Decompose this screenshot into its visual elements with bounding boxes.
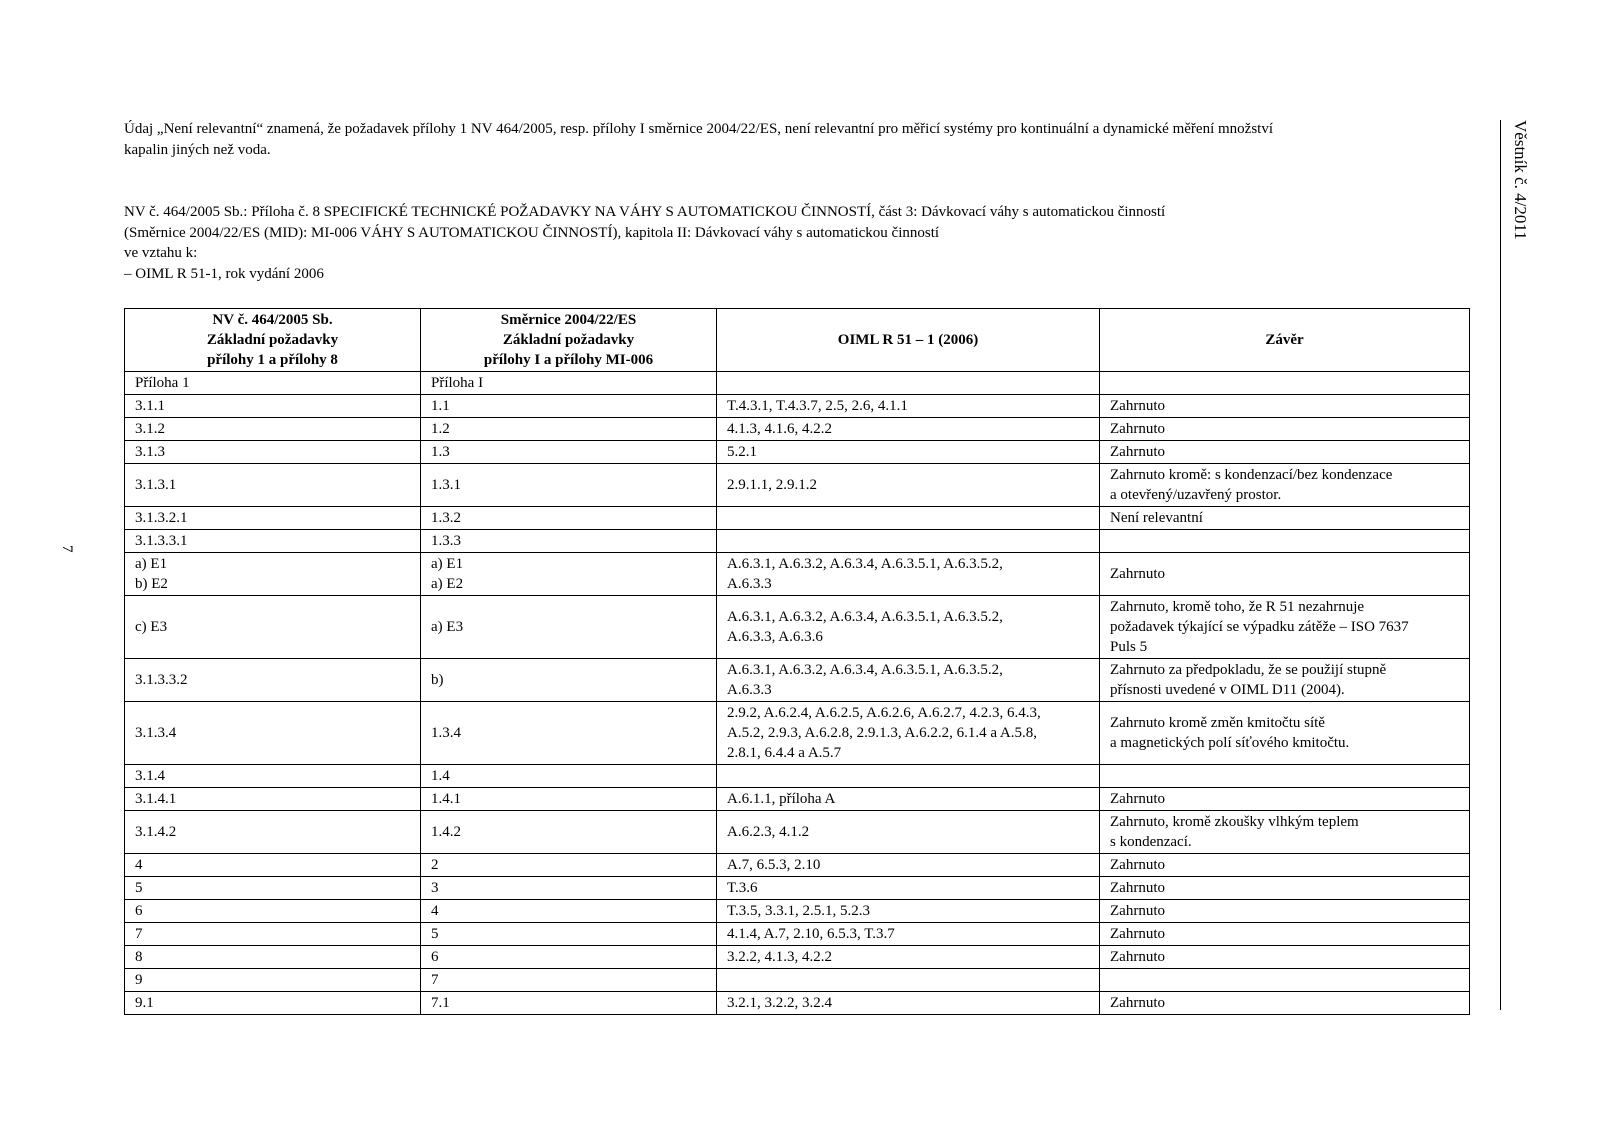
cell-text: 6 <box>135 903 143 919</box>
cell-text: 2 <box>431 857 439 873</box>
cell-text: 1.3.2 <box>431 510 461 526</box>
nv-column-cell <box>125 395 421 418</box>
nv-column-cell <box>125 441 421 464</box>
oiml-column-cell <box>717 395 1100 418</box>
cell-text: 3.1.4 <box>135 768 165 784</box>
reference-line: ve vztahu k: <box>124 245 198 261</box>
cell-text: 5 <box>431 926 439 942</box>
margin-rule <box>1500 120 1501 1010</box>
cell-text: 3.2.2, 4.1.3, 4.2.2 <box>727 949 832 965</box>
header-text: Základní požadavky <box>502 332 635 348</box>
cell-text: s kondenzací. <box>1110 834 1192 850</box>
directive-column-cell <box>421 992 717 1015</box>
cell-text: A.6.3.3, A.6.3.6 <box>727 629 823 645</box>
oiml-column-cell <box>717 464 1100 507</box>
directive-column-header <box>421 309 717 372</box>
oiml-column-cell <box>717 946 1100 969</box>
directive-column-cell <box>421 969 717 992</box>
cell-text: a magnetických polí síťového kmitočtu. <box>1110 735 1350 751</box>
conclusion-column-cell <box>1100 659 1470 702</box>
cell-text: Příloha I <box>431 375 484 391</box>
oiml-column-cell <box>717 877 1100 900</box>
header-text: NV č. 464/2005 Sb. <box>212 312 333 328</box>
directive-column-cell <box>421 946 717 969</box>
cell-text: Zahrnuto, kromě zkoušky vlhkým teplem <box>1110 814 1359 830</box>
oiml-column-cell <box>717 900 1100 923</box>
reference-line: NV č. 464/2005 Sb.: Příloha č. 8 SPECIFICKÉ TECHNICKÉ POŽADAVKY NA VÁHY S AUTOMATICKOU ČINNOSTÍ, část 3: Dávkovací váhy s automatickou činností <box>124 204 1166 220</box>
conclusion-column-cell <box>1100 553 1470 596</box>
oiml-column-cell <box>717 553 1100 596</box>
oiml-column-cell <box>717 788 1100 811</box>
table-row <box>125 765 1470 788</box>
cell-text: 2.8.1, 6.4.4 a A.5.7 <box>727 745 842 761</box>
cell-text: A.5.2, 2.9.3, A.6.2.8, 2.9.1.3, A.6.2.2, 6.1.4 a A.5.8, <box>727 725 1038 741</box>
conclusion-column-header <box>1100 309 1470 372</box>
conclusion-column-cell <box>1100 877 1470 900</box>
cell-text: Zahrnuto <box>1110 880 1165 896</box>
directive-column-cell <box>421 877 717 900</box>
cell-text: Zahrnuto <box>1110 421 1165 437</box>
conclusion-column-cell <box>1100 507 1470 530</box>
header-text: přílohy 1 a přílohy 8 <box>207 352 338 368</box>
conclusion-column-cell <box>1100 946 1470 969</box>
intro-line: kapalin jiných než voda. <box>124 142 271 158</box>
cell-text: A.7, 6.5.3, 2.10 <box>727 857 821 873</box>
oiml-column-header <box>717 309 1100 372</box>
directive-column-cell <box>421 765 717 788</box>
oiml-column-cell <box>717 596 1100 659</box>
cell-text: A.6.3.3 <box>727 682 772 698</box>
cell-text: Zahrnuto <box>1110 444 1165 460</box>
nv-column-cell <box>125 992 421 1015</box>
cell-text: 6 <box>431 949 439 965</box>
nv-column-cell <box>125 372 421 395</box>
cell-text: 3.1.3.3.2 <box>135 672 188 688</box>
conclusion-column-cell <box>1100 811 1470 854</box>
cell-text: požadavek týkající se výpadku zátěže – ISO 7637 <box>1110 619 1409 635</box>
nv-column-cell <box>125 418 421 441</box>
nv-column-cell <box>125 659 421 702</box>
conclusion-column-cell <box>1100 900 1470 923</box>
cell-text: Zahrnuto <box>1110 903 1165 919</box>
nv-column-cell <box>125 530 421 553</box>
table-row <box>125 811 1470 854</box>
cell-text: 1.4 <box>431 768 450 784</box>
directive-column-cell <box>421 441 717 464</box>
cell-text: 4 <box>431 903 439 919</box>
oiml-column-cell <box>717 992 1100 1015</box>
cell-text: 3.1.3.3.1 <box>135 533 188 549</box>
cell-text: a otevřený/uzavřený prostor. <box>1110 487 1282 503</box>
table-row <box>125 659 1470 702</box>
cell-text: Příloha 1 <box>135 375 190 391</box>
conclusion-column-cell <box>1100 969 1470 992</box>
cell-text: 1.3 <box>431 444 450 460</box>
page-number: 7 <box>59 545 75 553</box>
cell-text: Zahrnuto, kromě toho, že R 51 nezahrnuje <box>1110 599 1365 615</box>
intro-paragraph <box>124 119 1469 161</box>
cell-text: Zahrnuto <box>1110 566 1165 582</box>
cell-text: 1.3.1 <box>431 477 461 493</box>
cell-text: Zahrnuto za předpokladu, že se použijí stupně <box>1110 662 1387 678</box>
directive-column-cell <box>421 596 717 659</box>
reference-line: (Směrnice 2004/22/ES (MID): MI-006 VÁHY S AUTOMATICKOU ČINNOSTÍ), kapitola II: Dávkovací váhy s automatickou činností <box>124 224 940 241</box>
nv-column-cell <box>125 900 421 923</box>
nv-column-cell <box>125 923 421 946</box>
cell-text: a) E3 <box>431 619 464 635</box>
cell-text: 3.1.4.1 <box>135 791 177 807</box>
directive-column-cell <box>421 530 717 553</box>
reference-block <box>124 202 1469 284</box>
cell-text: 9.1 <box>135 995 154 1011</box>
cell-text: 5 <box>135 880 143 896</box>
cell-text: b) <box>431 672 444 688</box>
table-header-row <box>125 309 1470 372</box>
table-row <box>125 854 1470 877</box>
oiml-column-cell <box>717 923 1100 946</box>
directive-column-cell <box>421 507 717 530</box>
cell-text: c) E3 <box>135 619 168 635</box>
cell-text: A.6.2.3, 4.1.2 <box>727 824 810 840</box>
cell-text: T.4.3.1, T.4.3.7, 2.5, 2.6, 4.1.1 <box>727 398 908 414</box>
cell-text: 9 <box>135 972 143 988</box>
cell-text: T.3.5, 3.3.1, 2.5.1, 5.2.3 <box>727 903 871 919</box>
conclusion-column-cell <box>1100 702 1470 765</box>
directive-column-cell <box>421 923 717 946</box>
cell-text: 1.3.3 <box>431 533 461 549</box>
directive-column-cell <box>421 788 717 811</box>
table-row <box>125 441 1470 464</box>
header-text: přílohy I a přílohy MI-006 <box>483 352 654 368</box>
cell-text: 1.3.4 <box>431 725 461 741</box>
requirements-table <box>124 308 1470 1015</box>
conclusion-column-cell <box>1100 992 1470 1015</box>
cell-text: a) E1 <box>135 556 168 572</box>
nv-column-cell <box>125 553 421 596</box>
header-text: Směrnice 2004/22/ES <box>500 312 637 328</box>
cell-text: A.6.3.1, A.6.3.2, A.6.3.4, A.6.3.5.1, A.6.3.5.2, <box>727 609 1003 625</box>
oiml-column-cell <box>717 507 1100 530</box>
cell-text: 2.9.2, A.6.2.4, A.6.2.5, A.6.2.6, A.6.2.7, 4.2.3, 6.4.3, <box>727 705 1041 721</box>
intro-line: Údaj „Není relevantní“ znamená, že požadavek přílohy 1 NV 464/2005, resp. přílohy I směrnice 2004/22/ES, není relevantní pro měřicí systémy pro kontinuální a dynamické měření množství <box>124 121 1273 137</box>
cell-text: Zahrnuto <box>1110 949 1165 965</box>
table-row <box>125 553 1470 596</box>
conclusion-column-cell <box>1100 596 1470 659</box>
reference-line: – OIML R 51-1, rok vydání 2006 <box>124 265 324 282</box>
oiml-column-cell <box>717 969 1100 992</box>
cell-text: Zahrnuto kromě: s kondenzací/bez kondenzace <box>1110 467 1393 483</box>
oiml-column-cell <box>717 441 1100 464</box>
cell-text: 7 <box>135 926 143 942</box>
nv-column-header <box>125 309 421 372</box>
cell-text: 3.1.3.2.1 <box>135 510 188 526</box>
directive-column-cell <box>421 811 717 854</box>
cell-text: Zahrnuto <box>1110 398 1165 414</box>
conclusion-column-cell <box>1100 395 1470 418</box>
cell-text: Není relevantní <box>1110 510 1203 526</box>
conclusion-column-cell <box>1100 788 1470 811</box>
cell-text: přísnosti uvedené v OIML D11 (2004). <box>1110 682 1345 698</box>
directive-column-cell <box>421 702 717 765</box>
conclusion-column-cell <box>1100 923 1470 946</box>
table-row <box>125 530 1470 553</box>
conclusion-column-cell <box>1100 854 1470 877</box>
oiml-column-cell <box>717 811 1100 854</box>
cell-text: 1.4.2 <box>431 824 461 840</box>
nv-column-cell <box>125 969 421 992</box>
cell-text: 1.2 <box>431 421 450 437</box>
table-row <box>125 507 1470 530</box>
oiml-column-cell <box>717 765 1100 788</box>
cell-text: 3.1.4.2 <box>135 824 177 840</box>
nv-column-cell <box>125 788 421 811</box>
nv-column-cell <box>125 765 421 788</box>
conclusion-column-cell <box>1100 530 1470 553</box>
cell-text: 3 <box>431 880 439 896</box>
nv-column-cell <box>125 946 421 969</box>
cell-text: 5.2.1 <box>727 444 757 460</box>
nv-column-cell <box>125 464 421 507</box>
table-row <box>125 969 1470 992</box>
cell-text: 4.1.4, A.7, 2.10, 6.5.3, T.3.7 <box>727 926 895 942</box>
cell-text: T.3.6 <box>727 880 758 896</box>
header-text: Základní požadavky <box>206 332 339 348</box>
table-row <box>125 923 1470 946</box>
cell-text: b) E2 <box>135 576 168 592</box>
table-row <box>125 946 1470 969</box>
cell-text: A.6.3.1, A.6.3.2, A.6.3.4, A.6.3.5.1, A.6.3.5.2, <box>727 662 1003 678</box>
cell-text: Zahrnuto <box>1110 857 1165 873</box>
header-text: Závěr <box>1265 332 1304 348</box>
table-row <box>125 877 1470 900</box>
journal-label: Věstník č. 4/2011 <box>1511 120 1530 240</box>
cell-text: Zahrnuto kromě změn kmitočtu sítě <box>1110 715 1325 731</box>
cell-text: 3.2.1, 3.2.2, 3.2.4 <box>727 995 832 1011</box>
oiml-column-cell <box>717 530 1100 553</box>
directive-column-cell <box>421 464 717 507</box>
directive-column-cell <box>421 854 717 877</box>
cell-text: 3.1.1 <box>135 398 165 414</box>
cell-text: a) E2 <box>431 576 464 592</box>
conclusion-column-cell <box>1100 418 1470 441</box>
nv-column-cell <box>125 507 421 530</box>
conclusion-column-cell <box>1100 441 1470 464</box>
cell-text: Zahrnuto <box>1110 995 1165 1011</box>
table-row <box>125 372 1470 395</box>
table-row <box>125 395 1470 418</box>
cell-text: A.6.3.1, A.6.3.2, A.6.3.4, A.6.3.5.1, A.6.3.5.2, <box>727 556 1003 572</box>
cell-text: 7 <box>431 972 439 988</box>
nv-column-cell <box>125 877 421 900</box>
cell-text: 1.4.1 <box>431 791 461 807</box>
table-body <box>125 372 1470 1015</box>
cell-text: 3.1.2 <box>135 421 165 437</box>
cell-text: Zahrnuto <box>1110 926 1165 942</box>
cell-text: 3.1.3 <box>135 444 165 460</box>
cell-text: 4 <box>135 857 143 873</box>
cell-text: Puls 5 <box>1110 639 1148 655</box>
oiml-column-cell <box>717 372 1100 395</box>
directive-column-cell <box>421 659 717 702</box>
cell-text: 2.9.1.1, 2.9.1.2 <box>727 477 817 493</box>
cell-text: 1.1 <box>431 398 450 414</box>
directive-column-cell <box>421 900 717 923</box>
directive-column-cell <box>421 553 717 596</box>
nv-column-cell <box>125 596 421 659</box>
cell-text: 8 <box>135 949 143 965</box>
nv-column-cell <box>125 811 421 854</box>
cell-text: A.6.3.3 <box>727 576 772 592</box>
conclusion-column-cell <box>1100 765 1470 788</box>
oiml-column-cell <box>717 659 1100 702</box>
cell-text: 3.1.3.4 <box>135 725 177 741</box>
table-row <box>125 464 1470 507</box>
table-row <box>125 702 1470 765</box>
table-row <box>125 900 1470 923</box>
cell-text: a) E1 <box>431 556 464 572</box>
conclusion-column-cell <box>1100 464 1470 507</box>
cell-text: 4.1.3, 4.1.6, 4.2.2 <box>727 421 832 437</box>
oiml-column-cell <box>717 702 1100 765</box>
directive-column-cell <box>421 372 717 395</box>
cell-text: Zahrnuto <box>1110 791 1165 807</box>
oiml-column-cell <box>717 854 1100 877</box>
directive-column-cell <box>421 418 717 441</box>
directive-column-cell <box>421 395 717 418</box>
header-text: OIML R 51 – 1 (2006) <box>837 332 979 348</box>
table-row <box>125 596 1470 659</box>
table-row <box>125 418 1470 441</box>
cell-text: 3.1.3.1 <box>135 477 177 493</box>
oiml-column-cell <box>717 418 1100 441</box>
table-row <box>125 992 1470 1015</box>
table-row <box>125 788 1470 811</box>
nv-column-cell <box>125 854 421 877</box>
cell-text: A.6.1.1, příloha A <box>727 791 836 807</box>
conclusion-column-cell <box>1100 372 1470 395</box>
cell-text: 7.1 <box>431 995 450 1011</box>
nv-column-cell <box>125 702 421 765</box>
